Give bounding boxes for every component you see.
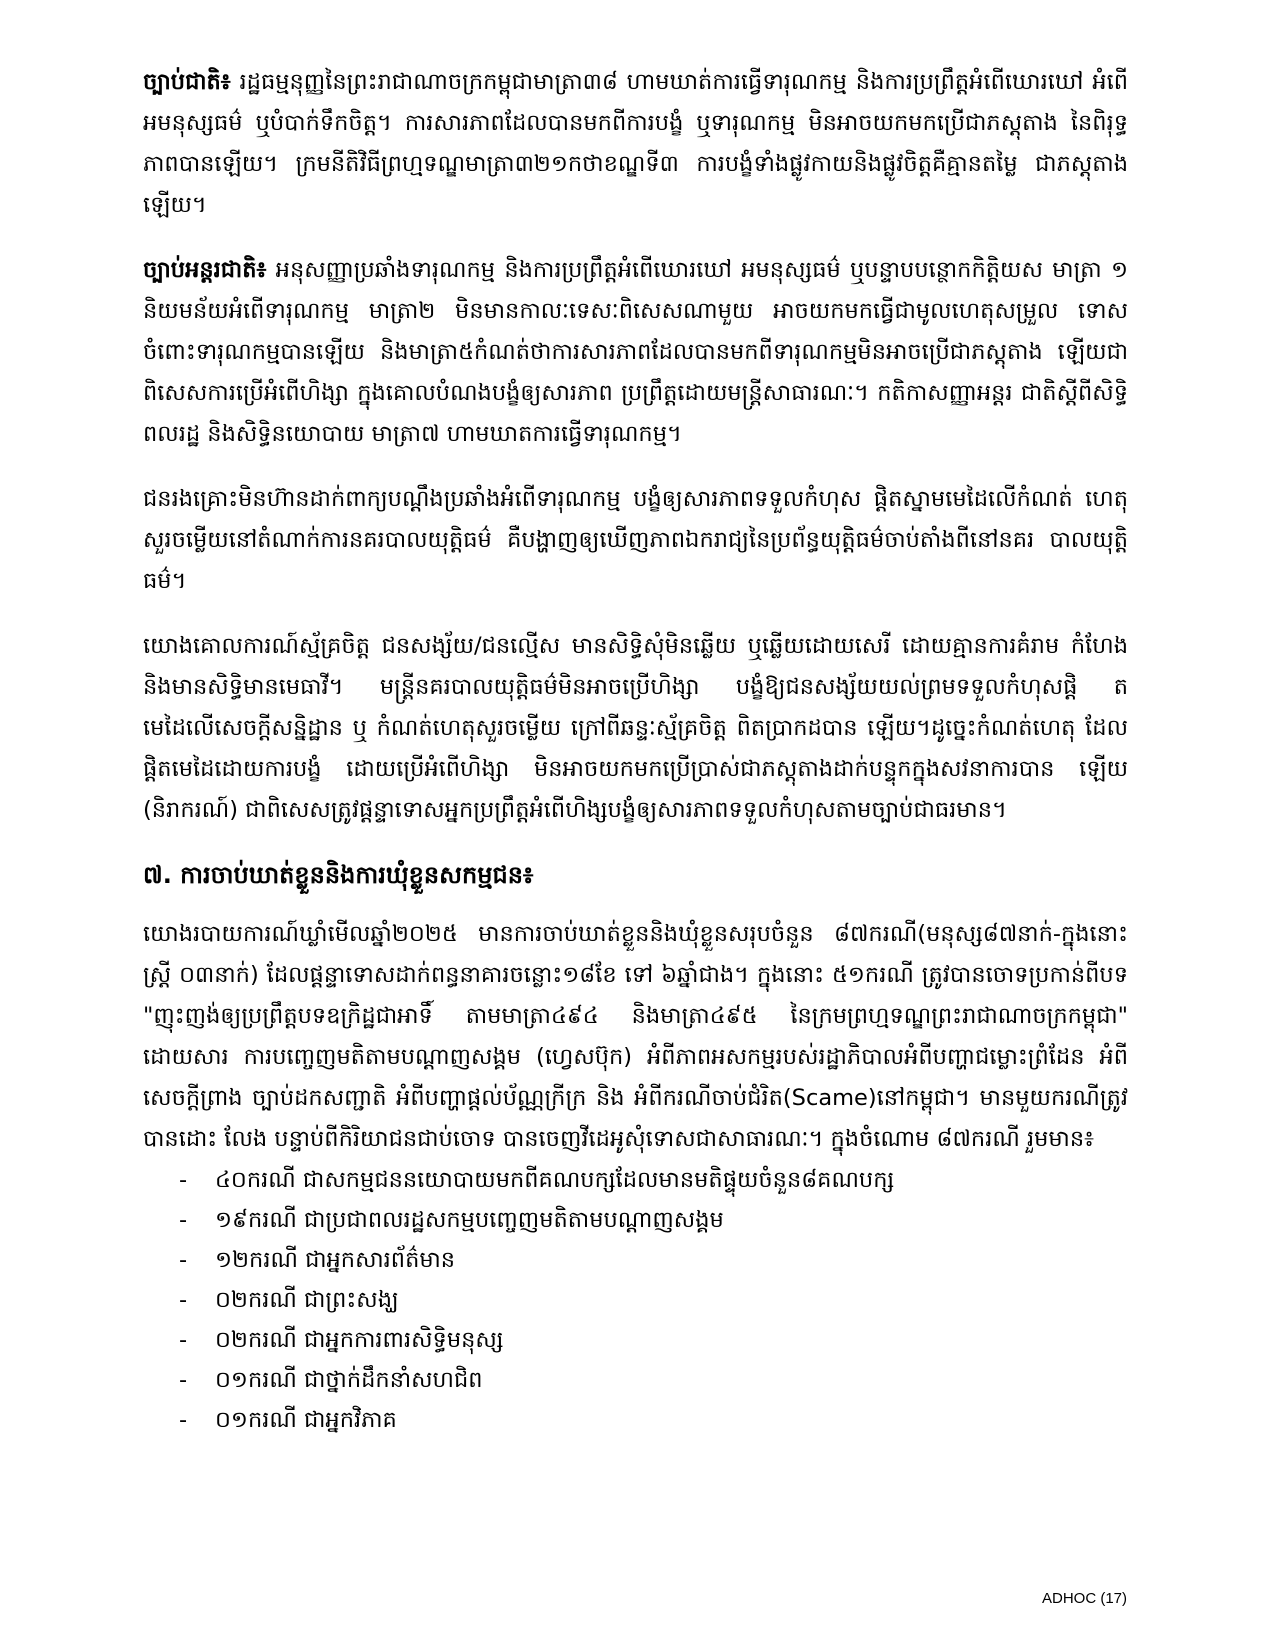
paragraph-victims <box>143 479 1128 602</box>
section-intro: យោងរបាយការណ៍ឃ្លាំមើលឆ្នាំ២០២៥ មានការចាប់ឃាត់ខ្លួននិងឃុំខ្លួនសរុបចំនួន ៨៧ករណី(មនុស្ស៨៧នាក់-ក្នុងនោះ ស្ត្រី ០៣នាក់) ដែលផ្តន្ទាទោសដាក់ពន្ធនាគារចន្លោះ១៨ខែ ទៅ ៦ឆ្នាំជាង។ ក្នុងនោះ ៥១ករណី ត្រូវបានចោទប្រកាន់ពីបទ "ញុះញង់ឲ្យប្រព្រឹត្តបទឧក្រិដ្ឋជាអាទិ៍ តាមមាត្រា៤៩៤ និងមាត្រា៤៩៥ នៃក្រមព្រហ្មទណ្ឌព្រះរាជាណាចក្រកម្ពុជា" ដោយសារ ការបញ្ចេញមតិតាមបណ្តាញសង្គម (ហ្វេសប៊ុក) អំពីភាពអសកម្មរបស់រដ្ឋាភិបាលអំពីបញ្ហាជម្លោះព្រំដែន អំពីសេចក្តីព្រាង ច្បាប់ដកសញ្ជាតិ អំពីបញ្ហាផ្តល់ប័ណ្ណក្រីក្រ និង អំពីករណីចាប់ជំរិត(Scame)នៅកម្ពុជា។ មានមួយករណីត្រូវបានដោះ លែង បន្ទាប់ពីកិរិយាជនជាប់ចោទ បានចេញវីដេអូសុំទោសជាសាធារណៈ។ ក្នុងចំណោម ៨៧ករណី រួមមាន៖ <box>143 921 1128 1152</box>
list-item: - ០១ករណី ជាអ្នកវិភាគ <box>143 1400 1128 1440</box>
dash-bullet-icon: - <box>179 1167 188 1193</box>
list-item: - ០២ករណី ជាអ្នកការពារសិទ្ធិមនុស្ស <box>143 1320 1128 1360</box>
case-list <box>143 1160 1128 1440</box>
list-item: - ៤០ករណី ជាសកម្មជននយោបាយមកពីគណបក្សដែលមានមតិផ្ទុយចំនួន៨គណបក្ស <box>143 1160 1128 1200</box>
dash-bullet-icon: - <box>179 1327 188 1353</box>
document-page <box>143 62 1128 1440</box>
paragraph-voluntary-principle <box>143 626 1128 831</box>
page-footer: ADHOC (17) <box>1041 1590 1127 1607</box>
paragraph-body: ជនរងគ្រោះមិនហ៊ានដាក់ពាក្យបណ្តឹងប្រឆាំងអំពើទារុណកម្ម បង្ខំឲ្យសារភាពទទួលកំហុស ផ្តិតស្នាមមេដៃលើកំណត់ ហេតុសួរចម្លើយនៅតំណាក់ការនគរបាលយុត្តិធម៌ គឺបង្ហាញឲ្យឃើញភាពឯករាជ្យនៃប្រព័ន្ធយុត្តិធម៌ចាប់តាំងពីនៅនគរ បាលយុត្តិធម៌។ <box>143 486 1128 594</box>
paragraph-body: អនុសញ្ញាប្រឆាំងទារុណកម្ម និងការប្រព្រឹត្តអំពើឃោរឃៅ អមនុស្សធម៌ ឬបន្ទាបបន្ថោកកិត្តិយស មាត្រា ១ និយមន័យអំពើទារុណកម្ម មាត្រា២ មិនមានកាលៈទេសៈពិសេសណាមួយ អាចយកមកធ្វើជាមូលហេតុសម្រួល ទោសចំពោះទារុណកម្មបានឡើយ និងមាត្រា៥កំណត់ថាការសារភាពដែលបានមកពីទារុណកម្មមិនអាចប្រើជាភស្តុតាង ឡើយជាពិសេសការប្រើអំពើហិង្សា ក្នុងគោលបំណងបង្ខំឲ្យសារភាព ប្រព្រឹត្តដោយមន្ត្រីសាធារណៈ។ កតិកាសញ្ញាអន្តរ ជាតិស្តីពីសិទ្ធិពលរដ្ឋ និងសិទ្ធិនយោបាយ មាត្រា៧ ហាមឃាតការធ្វើទារុណកម្ម។ <box>143 257 1128 447</box>
paragraph-body: រដ្ឋធម្មនុញ្ញនៃព្រះរាជាណាចក្រកម្ពុជាមាត្រា៣៨ ហាមឃាត់ការធ្វើទារុណកម្ម និងការប្រព្រឹត្តអំពើឃោរឃៅ អំពើ អមនុស្សធម៌ ឬបំបាក់ទឹកចិត្ត។ ការសារភាពដែលបានមកពីការបង្ខំ ឬទារុណកម្ម មិនអាចយកមកប្រើជាភស្តុតាង នៃពិរុទ្ធភាពបានឡើយ។ ក្រមនីតិវិធីព្រហ្មទណ្ឌមាត្រា៣២១កថាខណ្ឌទី៣ ការបង្ខំទាំងផ្លូវកាយនិងផ្លូវចិត្តគឺគ្មានតម្លៃ ជាភស្តុតាង ឡើយ។ <box>143 69 1128 218</box>
dash-bullet-icon: - <box>179 1287 188 1313</box>
dash-bullet-icon: - <box>179 1367 188 1393</box>
paragraph-lead: ច្បាប់អន្តរជាតិ៖ <box>143 257 267 283</box>
list-item: - ១៩ករណី ជាប្រជាពលរដ្ឋសកម្មបញ្ចេញមតិតាមបណ្តាញសង្គម <box>143 1200 1128 1240</box>
paragraph-lead: ច្បាប់ជាតិ៖ <box>143 69 231 95</box>
paragraph-international-law <box>143 250 1128 455</box>
dash-bullet-icon: - <box>179 1207 188 1233</box>
list-item: - ០១ករណី ជាថ្នាក់ដឹកនាំសហជិព <box>143 1360 1128 1400</box>
paragraph-body: យោងគោលការណ៍ស្ម័គ្រចិត្ត ជនសង្ស័យ/ជនល្មើស មានសិទ្ធិសុំមិនឆ្លើយ ឬឆ្លើយដោយសេរី ដោយគ្មានការគំរាម កំហែង និងមានសិទ្ធិមានមេធាវី។ មន្ត្រីនគរបាលយុត្តិធម៌មិនអាចប្រើហិង្សា បង្ខំឱ្យជនសង្ស័យយល់ព្រមទទួលកំហុសផ្តិ តមេដៃលើសេចក្តីសន្និដ្ឋាន ឬ កំណត់ហេតុសួរចម្លើយ ក្រៅពីឆន្ទៈស្ម័គ្រចិត្ត ពិតប្រាកដបាន ឡើយ។ដូច្នេះកំណត់ហេតុ ដែលផ្តិតមេដៃដោយការបង្ខំ ដោយប្រើអំពើហិង្សា មិនអាចយកមកប្រើប្រាស់ជាភស្តុតាងដាក់បន្ទុកក្នុងសវនាការបាន ឡើយ (និរាករណ៍) ជាពិសេសត្រូវផ្តន្ទាទោសអ្នកប្រព្រឹត្តអំពើហិង្សបង្ខំឲ្យសារភាពទទួលកំហុសតាមច្បាប់ជាធរមាន។ <box>143 633 1128 823</box>
list-item: - ១២ករណី ជាអ្នកសារព័ត៌មាន <box>143 1240 1128 1280</box>
section-heading: ៧. ការចាប់ឃាត់ខ្លួននិងការឃុំខ្លួនសកម្មជន៖ <box>143 861 534 889</box>
paragraph-national-law <box>143 62 1128 226</box>
list-item: - ០២ករណី ជាព្រះសង្ឃ <box>143 1280 1128 1320</box>
dash-bullet-icon: - <box>179 1407 188 1433</box>
dash-bullet-icon: - <box>179 1247 188 1273</box>
